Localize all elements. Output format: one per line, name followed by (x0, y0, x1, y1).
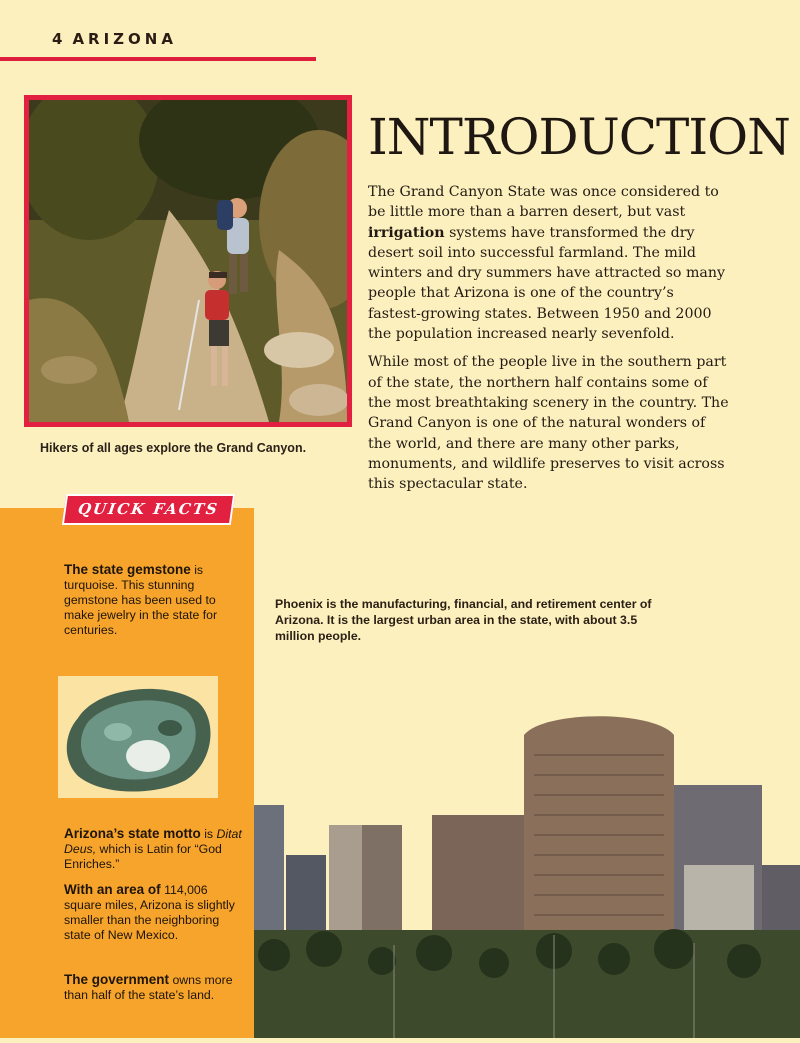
article-body (368, 182, 730, 502)
hikers-photo (24, 95, 352, 427)
fact-government: The government owns more than half of the state’s land. (64, 972, 233, 1002)
glossary-term: irrigation (368, 224, 445, 241)
fact-motto: Arizona’s state motto is Ditat Deus, which is Latin for “God Enriches.” (64, 826, 242, 871)
page-number: 4 (52, 30, 63, 48)
paragraph-2: While most of the people live in the southern part of the state, the northern half contains some of the most breathtaking scenery in the country. The Grand Canyon is one of the natural wonders of the world, and there are many other parks, monuments, and wildlife preserves to visit across this spectacular state. (368, 354, 729, 493)
paragraph-1: The Grand Canyon State was once considered to be little more than a barren desert, but vast irrigation systems have transformed the dry desert soil into successful farmland. The mild winters and dry summers have attracted so many people that Arizona is one of the country’s fastest-growing states. Between 1950 and 2000 the population increased nearly sevenfold. (368, 184, 726, 343)
page-title: INTRODUCTION (368, 108, 790, 166)
fact-gemstone: The state gemstone is turquoise. This stunning gemstone has been used to make jewelry in the state for centuries. (64, 562, 218, 637)
turquoise-photo (58, 676, 218, 798)
hikers-illustration (29, 100, 347, 422)
chapter-name: ARIZONA (72, 30, 177, 48)
skyline-illustration (254, 705, 800, 1038)
phoenix-caption: Phoenix is the manufacturing, financial, and retirement center of Arizona. It is the largest urban area in the state, with about 3.5 million people. (275, 597, 652, 643)
quick-facts-badge: QUICK FACTS (62, 494, 235, 525)
turquoise-illustration (58, 676, 218, 798)
phoenix-skyline-photo (254, 705, 800, 1038)
photo-caption: Hikers of all ages explore the Grand Canyon. (40, 441, 307, 455)
fact-area: With an area of 114,006 square miles, Arizona is slightly smaller than the neighboring state of New Mexico. (64, 882, 235, 942)
running-header (52, 30, 177, 48)
header-rule (0, 57, 316, 61)
